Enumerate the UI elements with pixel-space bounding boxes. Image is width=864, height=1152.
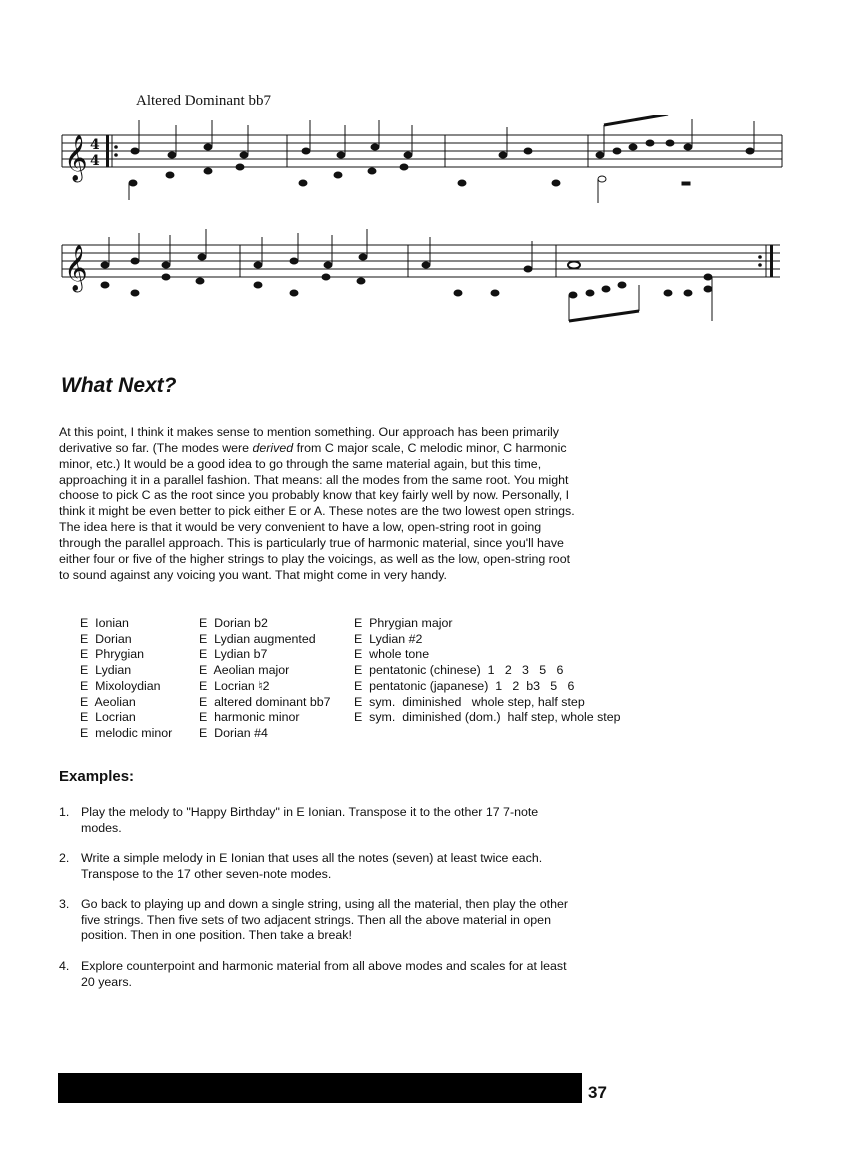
modes-column-3	[354, 616, 621, 726]
footer-bar	[58, 1073, 582, 1103]
example-text: Go back to playing up and down a single string, using all the material, then play the other five strings. Then five sets of two adjacent strings. Then all the above material in open position. Then in one position. Then take a break!	[81, 897, 568, 942]
mode-item: E Ionian	[80, 616, 129, 630]
mode-item: E sym. diminished (dom.) half step, whole step	[354, 710, 621, 725]
example-item-1	[59, 805, 579, 836]
mode-item: E harmonic minor	[199, 710, 300, 725]
music-staff-1	[0, 115, 864, 205]
mode-item: E Lydian b7	[199, 647, 268, 662]
page-number: 37	[588, 1083, 607, 1102]
example-item-4	[59, 959, 579, 990]
mode-item: E Phrygian major	[354, 616, 453, 630]
modes-column-1	[80, 616, 172, 742]
mode-item: E Lydian augmented	[199, 631, 316, 646]
measure-3-notes	[458, 127, 560, 186]
mode-item: E whole tone	[354, 647, 430, 662]
time-sig-bottom: 4	[90, 153, 100, 169]
example-number: 1.	[59, 805, 70, 819]
mode-item: E Locrian ♮2	[199, 678, 270, 693]
example-text: Explore counterpoint and harmonic material from all above modes and scales for at least 20 years.	[81, 959, 567, 989]
section-title: What Next?	[61, 374, 177, 397]
staff-lines	[62, 135, 782, 167]
measure-8-notes	[568, 262, 712, 322]
example-number: 4.	[59, 959, 70, 973]
mode-item: E Lydian #2	[354, 631, 423, 646]
example-item-3	[59, 897, 579, 944]
example-item-2	[59, 851, 579, 882]
mode-item: E Phrygian	[80, 647, 145, 662]
measure-1-notes	[129, 120, 248, 200]
mode-item: E Mixoloydian	[80, 678, 161, 693]
mode-item: E Locrian	[80, 710, 136, 725]
example-number: 2.	[59, 851, 70, 865]
mode-item: E pentatonic (chinese) 1 2 3 5 6	[354, 663, 564, 678]
treble-clef-icon: 𝄞	[64, 245, 88, 291]
mode-item: E Dorian b2	[199, 616, 268, 630]
mode-item: E Dorian #4	[199, 725, 268, 740]
modes-column-2	[199, 616, 331, 742]
time-sig-top: 4	[90, 137, 100, 153]
measure-6-notes	[254, 229, 367, 296]
figure-caption: Altered Dominant bb7	[136, 93, 271, 109]
measure-7-notes	[422, 237, 532, 296]
mode-item: E Lydian	[80, 663, 132, 678]
measure-5-notes	[101, 229, 206, 296]
mode-item: E sym. diminished whole step, half step	[354, 694, 585, 709]
mode-item: E altered dominant bb7	[199, 694, 331, 709]
mode-item: E melodic minor	[80, 725, 173, 740]
mode-item: E pentatonic (japanese) 1 2 b3 5 6	[354, 678, 575, 693]
mode-item: E Aeolian major	[199, 663, 290, 678]
examples-heading: Examples:	[59, 768, 135, 785]
example-text: Play the melody to "Happy Birthday" in E Ionian. Transpose it to the other 17 7-note modes.	[81, 805, 539, 835]
mode-item: E Dorian	[80, 631, 132, 646]
mode-item: E Aeolian	[80, 694, 136, 709]
measure-2-notes	[299, 120, 412, 186]
example-text: Write a simple melody in E Ionian that uses all the notes (seven) at least twice each. Transpose to the 17 other seven-note modes.	[81, 851, 543, 881]
music-staff-2	[0, 225, 864, 325]
example-number: 3.	[59, 897, 70, 911]
intro-paragraph: At this point, I think it makes sense to mention something. Our approach has been primarily derivative so far. (The modes were derived from C major scale, C melodic minor, C harmonic minor, etc.) It would be a good idea to go through the same material again, but this time, approaching it in a parallel fashion. That means: all the modes from the same root. You might choose to pick C as the root since you probably know that key fairly well by now. Personally, I think it might be even better to pick either E or A. These notes are the two lowest open strings. The idea here is that it would be very convenient to have a low, open-string root in going through the parallel approach. This is particularly true of harmonic material, since you'll have either four or five of the higher strings to play the voicings, as well as the low, open-string root to sound against any voicing you want. That might come in very handy.	[59, 425, 575, 582]
treble-clef-icon: 𝄞	[64, 135, 88, 181]
